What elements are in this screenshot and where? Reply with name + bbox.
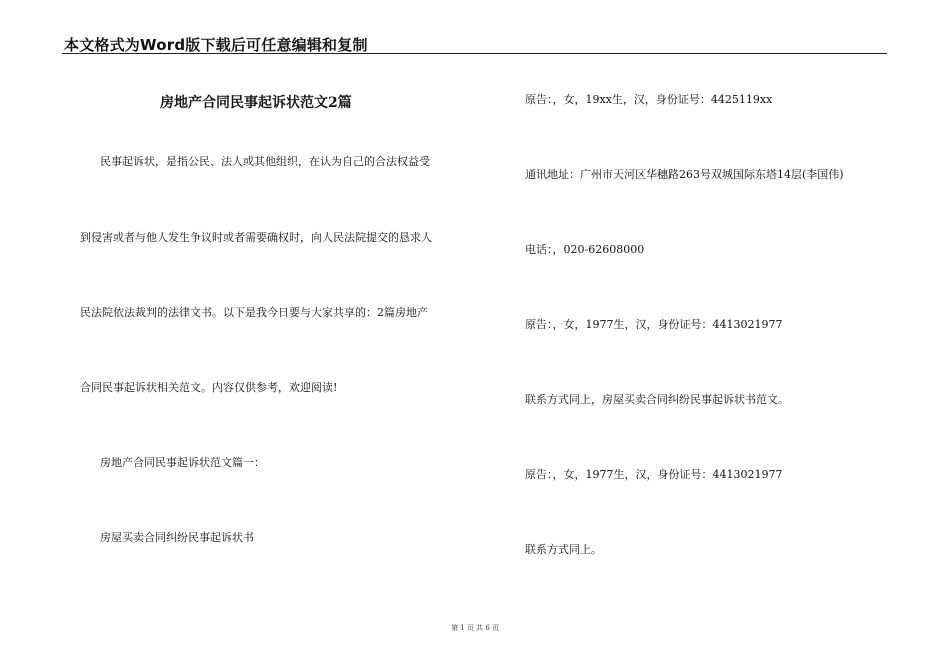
left-paragraph-line: 到侵害或者与他人发生争议时或者需要确权时，向人民法院提交的恳求人 <box>80 231 432 244</box>
header-divider <box>62 53 887 54</box>
contact-line: 联系方式同上。 <box>525 543 602 556</box>
address-line: 通讯地址：广州市天河区华穗路263号双城国际东塔14层(李国伟) <box>525 168 844 181</box>
left-paragraph-line: 民事起诉状，是指公民、法人或其他组织，在认为自己的合法权益受 <box>100 155 430 168</box>
plaintiff-line: 原告：，女，19xx生，汉，身份证号：4425119xx <box>525 93 773 106</box>
left-paragraph-line: 民法院依法裁判的法律文书。以下是我今日要与大家共享的：2篇房地产 <box>80 306 428 319</box>
section-subheading: 房屋买卖合同纠纷民事起诉状书 <box>100 531 254 544</box>
plaintiff-line: 原告：，女，1977生，汉，身份证号：4413021977 <box>525 318 783 331</box>
document-header: 本文格式为Word版下载后可任意编辑和复制 <box>64 36 368 54</box>
phone-line: 电话：，020-62608000 <box>525 243 645 256</box>
document-title: 房地产合同民事起诉状范文2篇 <box>160 95 352 111</box>
plaintiff-line: 原告：，女，1977生，汉，身份证号：4413021977 <box>525 468 783 481</box>
page-number: 第 1 页 共 6 页 <box>450 624 500 632</box>
left-paragraph-line: 合同民事起诉状相关范文。内容仅供参考，欢迎阅读! <box>80 381 338 394</box>
section-heading: 房地产合同民事起诉状范文篇一： <box>100 456 265 469</box>
contact-line: 联系方式同上，房屋买卖合同纠纷民事起诉状书范文。 <box>525 393 789 406</box>
